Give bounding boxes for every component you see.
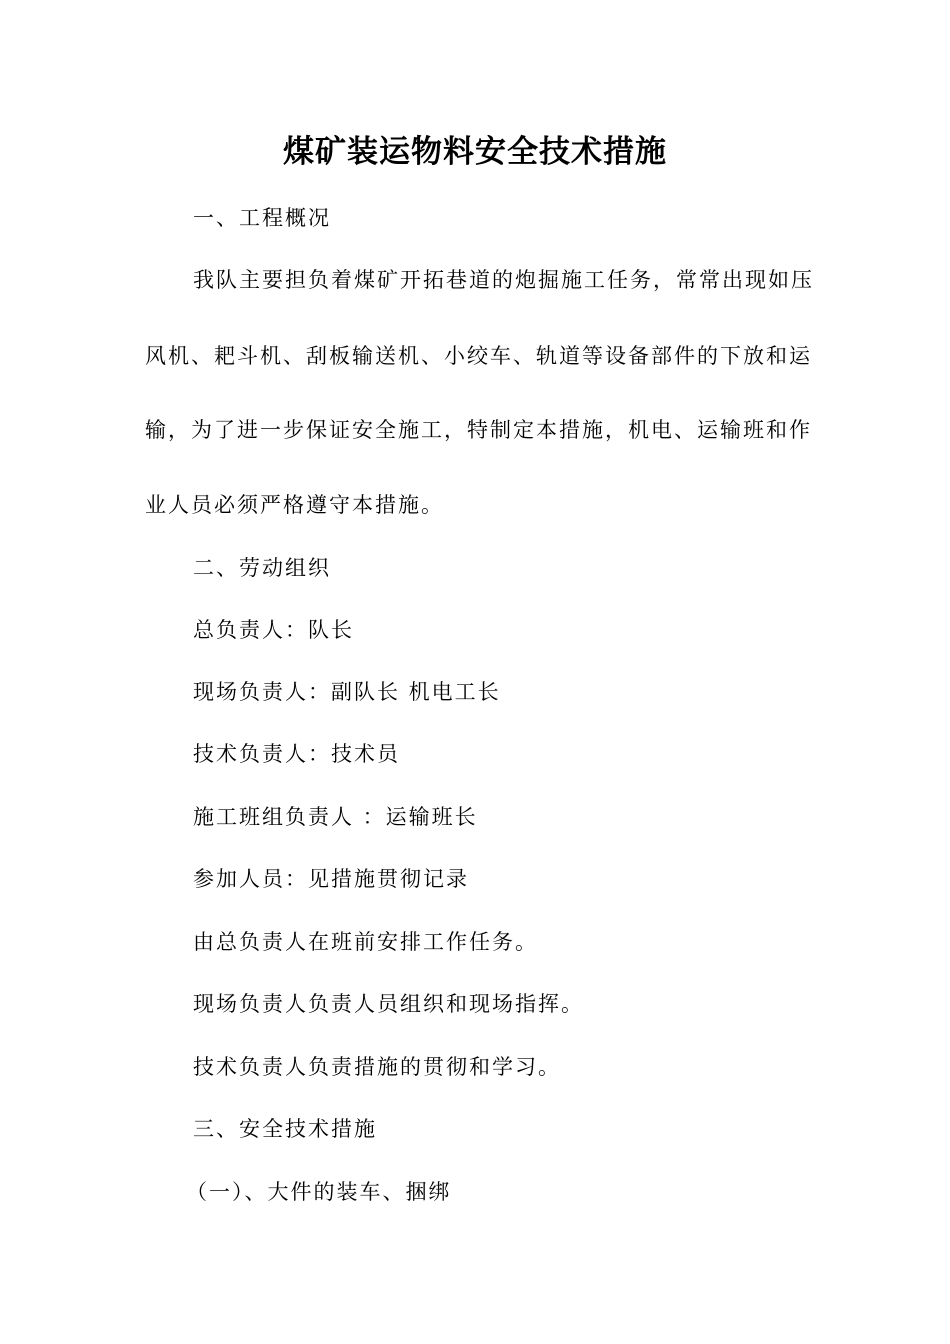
paragraph-line: 风机、耙斗机、刮板输送机、小绞车、轨道等设备部件的下放和运	[145, 344, 812, 368]
list-item: 技术负责人负责措施的贯彻和学习。	[193, 1055, 561, 1079]
subsection-heading: （一）、大件的装车、捆绑	[186, 1180, 452, 1204]
list-item: 现场负责人：副队长 机电工长	[193, 680, 501, 704]
list-item: 现场负责人负责人员组织和现场指挥。	[193, 992, 584, 1016]
paragraph-line: 输，为了进一步保证安全施工，特制定本措施，机电、运输班和作	[145, 418, 812, 442]
list-item: 技术负责人：技术员	[193, 742, 400, 766]
list-item: 施工班组负责人 ：运输班长	[193, 805, 478, 829]
document-title: 煤矿装运物料安全技术措施	[283, 134, 667, 170]
paragraph-line: 我队主要担负着煤矿开拓巷道的炮掘施工任务，常常出现如压	[193, 268, 814, 292]
paragraph-line: 业人员必须严格遵守本措施。	[145, 493, 444, 517]
section-heading-safety: 三、安全技术措施	[193, 1117, 377, 1141]
section-heading-overview: 一、工程概况	[193, 206, 331, 230]
list-item: 由总负责人在班前安排工作任务。	[193, 930, 538, 954]
list-item: 总负责人：队长	[193, 618, 354, 642]
list-item: 参加人员：见措施贯彻记录	[193, 867, 469, 891]
section-heading-labor: 二、劳动组织	[193, 556, 331, 580]
